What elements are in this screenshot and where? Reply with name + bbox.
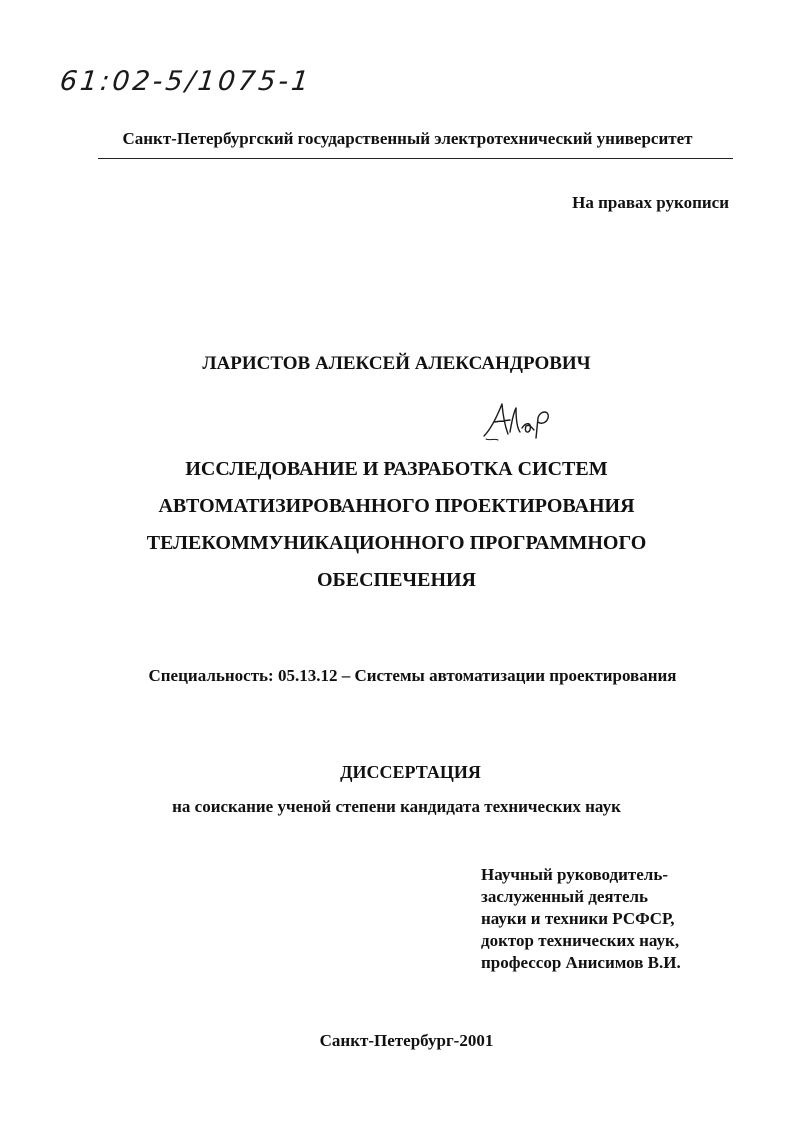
supervisor-line: Научный руководитель-	[481, 865, 668, 884]
supervisor-line: профессор Анисимов В.И.	[481, 953, 681, 972]
header-divider	[98, 158, 733, 159]
author-signature	[478, 398, 558, 444]
supervisor-line: доктор технических наук,	[481, 931, 680, 950]
place-and-year: Санкт-Петербург-2001	[319, 1031, 494, 1050]
dissertation-title	[0, 451, 793, 599]
archive-stamp-number: 61:02-5/1075-1	[58, 66, 314, 97]
author-name: ЛАРИСТОВ АЛЕКСЕЙ АЛЕКСАНДРОВИЧ	[202, 353, 591, 374]
specialty-line: Специальность: 05.13.12 – Системы автоматизации проектирования	[148, 666, 677, 685]
supervisor-block	[481, 864, 681, 974]
title-line: ТЕЛЕКОММУНИКАЦИОННОГО ПРОГРАММНОГО	[146, 532, 647, 554]
title-line: АВТОМАТИЗИРОВАННОГО ПРОЕКТИРОВАНИЯ	[158, 495, 635, 517]
manuscript-rights-note: На правах рукописи	[572, 193, 729, 212]
university-name: Санкт-Петербургский государственный электротехнический университет	[122, 129, 693, 148]
supervisor-line: науки и техники РСФСР,	[481, 909, 675, 928]
title-line: ИССЛЕДОВАНИЕ И РАЗРАБОТКА СИСТЕМ	[185, 458, 608, 480]
supervisor-line: заслуженный деятель	[481, 887, 649, 906]
document-type: ДИССЕРТАЦИЯ	[340, 762, 481, 782]
degree-line: на соискание ученой степени кандидата технических наук	[172, 797, 621, 816]
title-line: ОБЕСПЕЧЕНИЯ	[316, 569, 477, 591]
